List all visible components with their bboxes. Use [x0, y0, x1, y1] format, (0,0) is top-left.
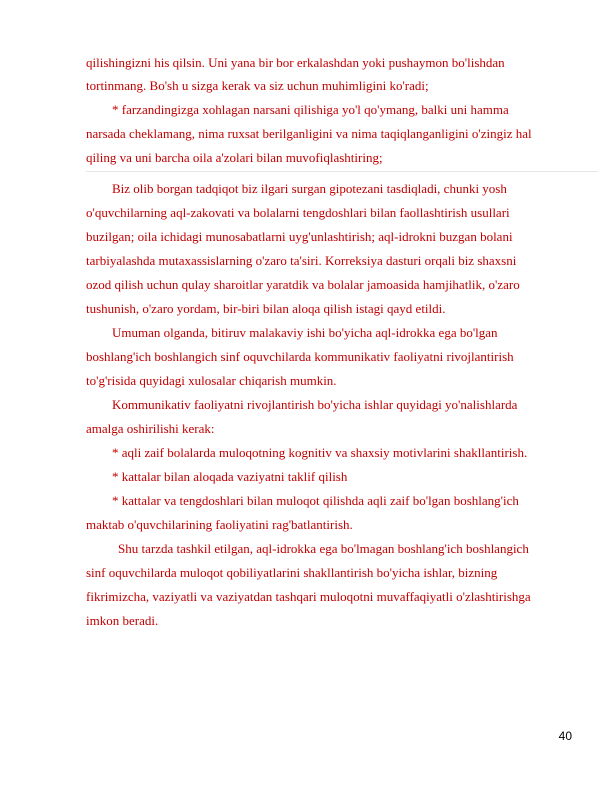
text-line: * aqli zaif bolalarda muloqotning kognitiv va shaxsiy motivlarini shakllantirish.	[112, 445, 528, 460]
text-line: maktab o'quvchilarining faoliyatini rag'batlantirish.	[86, 517, 353, 532]
text-line: boshlang'ich boshlangich sinf oquvchilarda kommunikativ faoliyatni rivojlantirish	[86, 349, 514, 364]
text-line: * kattalar va tengdoshlari bilan muloqot qilishda aqli zaif bo'lgan boshlang'ich	[112, 493, 519, 508]
text-line: sinf oquvchilarda muloqot qobiliyatlarini shakllantirish bo'yicha ishlar, bizning	[86, 565, 498, 580]
text-line: Biz olib borgan tadqiqot biz ilgari surgan gipotezani tasdiqladi, chunki yosh	[112, 181, 507, 196]
text-line: fikrimizcha, vaziyatli va vaziyatdan tashqari muloqotni muvaffaqiyatli o'zlashtirishga	[86, 589, 531, 604]
text-line: tarbiyalashda mutaxassislarning o'zaro ta'siri. Korreksiya dasturi orqali biz shaxsni	[86, 253, 517, 268]
text-line: * kattalar bilan aloqada vaziyatni taklif qilish	[112, 469, 348, 484]
text-line: Shu tarzda tashkil etilgan, aql-idrokka ega bo'lmagan boshlang'ich boshlangich	[118, 541, 529, 556]
page-number: 40	[558, 729, 572, 743]
text-line: Umuman olganda, bitiruv malakaviy ishi bo'yicha aql-idrokka ega bo'lgan	[112, 325, 498, 340]
text-line: Kommunikativ faoliyatni rivojlantirish bo'yicha ishlar quyidagi yo'nalishlarda	[112, 397, 518, 412]
text-line: qiling va uni barcha oila a'zolari bilan muvofiqlashtiring;	[86, 150, 383, 165]
text-line: imkon beradi.	[86, 613, 159, 628]
text-line: o'quvchilarning aql-zakovati va bolalarni tengdoshlari bilan faollashtirish usullari	[86, 205, 510, 220]
text-line: buzilgan; oila ichidagi munosabatlarni uyg'unlashtirish; aql-idrokni buzgan bolani	[86, 229, 513, 244]
text-line: narsada cheklamang, nima ruxsat berilganligini va nima taqiqlanganligini o'zingiz hal	[86, 126, 532, 141]
text-line: * farzandingizga xohlagan narsani qilishiga yo'l qo'ymang, balki uni hamma	[112, 102, 509, 117]
text-line: qilishingizni his qilsin. Uni yana bir bor erkalashdan yoki pushaymon bo'lishdan	[86, 55, 505, 70]
text-line: amalga oshirilishi kerak:	[86, 421, 215, 436]
text-line: tushunish, o'zaro yordam, bir-biri bilan aloqa qilish istagi qayd etildi.	[86, 301, 446, 316]
text-line: ozod qilish uchun qulay sharoitlar yaratdik va bolalar jamoasida hamjihatlik, o'zaro	[86, 277, 520, 292]
text-line: to'g'risida quyidagi xulosalar chiqarish mumkin.	[86, 373, 337, 388]
text-line: tortinmang. Bo'sh u sizga kerak va siz uchun muhimligini ko'radi;	[86, 78, 429, 93]
divider-rule	[86, 171, 598, 172]
